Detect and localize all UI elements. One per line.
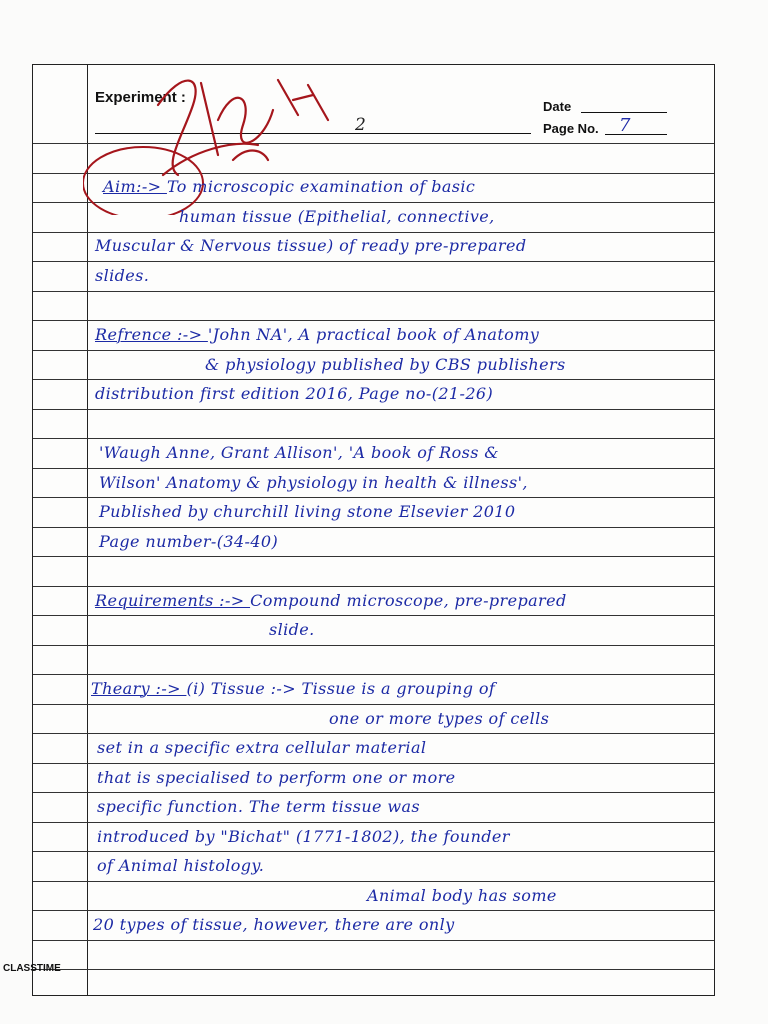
rule-line bbox=[33, 792, 714, 793]
page-no-field-line bbox=[605, 134, 667, 135]
aim-line-1: Aim:-> To microscopic examination of basic bbox=[103, 177, 476, 196]
reference-line-2: & physiology published by CBS publishers bbox=[205, 355, 566, 374]
theory-line-4: that is specialised to perform one or more bbox=[97, 768, 456, 787]
reference-line-1: Refrence :-> 'John NA', A practical book of Anatomy bbox=[95, 325, 540, 344]
rule-line bbox=[33, 438, 714, 439]
theory-line-6: introduced by "Bichat" (1771-1802), the founder bbox=[97, 827, 510, 846]
rule-line bbox=[33, 468, 714, 469]
brand-label: CLASSTIME bbox=[3, 963, 61, 974]
requirements-line-2: slide. bbox=[269, 620, 315, 639]
rule-line bbox=[33, 261, 714, 262]
rule-line bbox=[33, 851, 714, 852]
aim-line-3: Muscular & Nervous tissue) of ready pre-prepared bbox=[95, 236, 527, 255]
rule-line bbox=[33, 615, 714, 616]
theory-line-7: of Animal histology. bbox=[97, 856, 265, 875]
rule-line bbox=[33, 527, 714, 528]
reference-line-5: Wilson' Anatomy & physiology in health & illness', bbox=[99, 473, 528, 492]
reference-line-6: Published by churchill living stone Elsevier 2010 bbox=[99, 502, 516, 521]
rule-line bbox=[33, 704, 714, 705]
rule-line bbox=[33, 291, 714, 292]
date-field-line bbox=[581, 112, 667, 113]
date-label: Date bbox=[543, 99, 572, 114]
rule-line bbox=[33, 645, 714, 646]
aim-line-4: slides. bbox=[95, 266, 150, 285]
theory-line-9: 20 types of tissue, however, there are only bbox=[93, 915, 455, 934]
rule-line bbox=[33, 969, 714, 970]
page-no-value: 7 bbox=[619, 115, 631, 136]
theory-heading: Theary :-> bbox=[91, 679, 187, 698]
requirements-heading: Requirements :-> bbox=[95, 591, 251, 610]
reference-line-3: distribution first edition 2016, Page no-(21-26) bbox=[95, 384, 494, 403]
rule-line bbox=[33, 940, 714, 941]
aim-heading: Aim:-> bbox=[103, 177, 167, 196]
rule-line bbox=[33, 556, 714, 557]
reference-line-7: Page number-(34-40) bbox=[99, 532, 279, 551]
reference-heading: Refrence :-> bbox=[95, 325, 208, 344]
rule-line bbox=[33, 733, 714, 734]
theory-line-1: Theary :-> (i) Tissue :-> Tissue is a grouping of bbox=[91, 679, 496, 698]
rule-line bbox=[33, 881, 714, 882]
theory-line-5: specific function. The term tissue was bbox=[97, 797, 421, 816]
theory-line-3: set in a specific extra cellular material bbox=[97, 738, 427, 757]
requirements-line-1: Requirements :-> Compound microscope, pre-prepared bbox=[95, 591, 567, 610]
notebook-page bbox=[3, 64, 715, 996]
experiment-number: 2 bbox=[355, 115, 366, 135]
rule-line bbox=[33, 763, 714, 764]
reference-line-4: 'Waugh Anne, Grant Allison', 'A book of Ross & bbox=[99, 443, 499, 462]
rule-line bbox=[33, 379, 714, 380]
experiment-label: Experiment : bbox=[95, 89, 186, 106]
rule-line bbox=[33, 910, 714, 911]
page-no-label: Page No. bbox=[543, 121, 599, 136]
aim-line-2: human tissue (Epithelial, connective, bbox=[179, 207, 495, 226]
rule-line bbox=[33, 409, 714, 410]
theory-line-8: Animal body has some bbox=[367, 886, 557, 905]
rule-line bbox=[33, 674, 714, 675]
rule-line bbox=[33, 320, 714, 321]
rule-line bbox=[33, 586, 714, 587]
rule-line bbox=[33, 497, 714, 498]
theory-line-2: one or more types of cells bbox=[329, 709, 550, 728]
rule-line bbox=[33, 350, 714, 351]
rule-line bbox=[33, 232, 714, 233]
rule-line bbox=[33, 822, 714, 823]
